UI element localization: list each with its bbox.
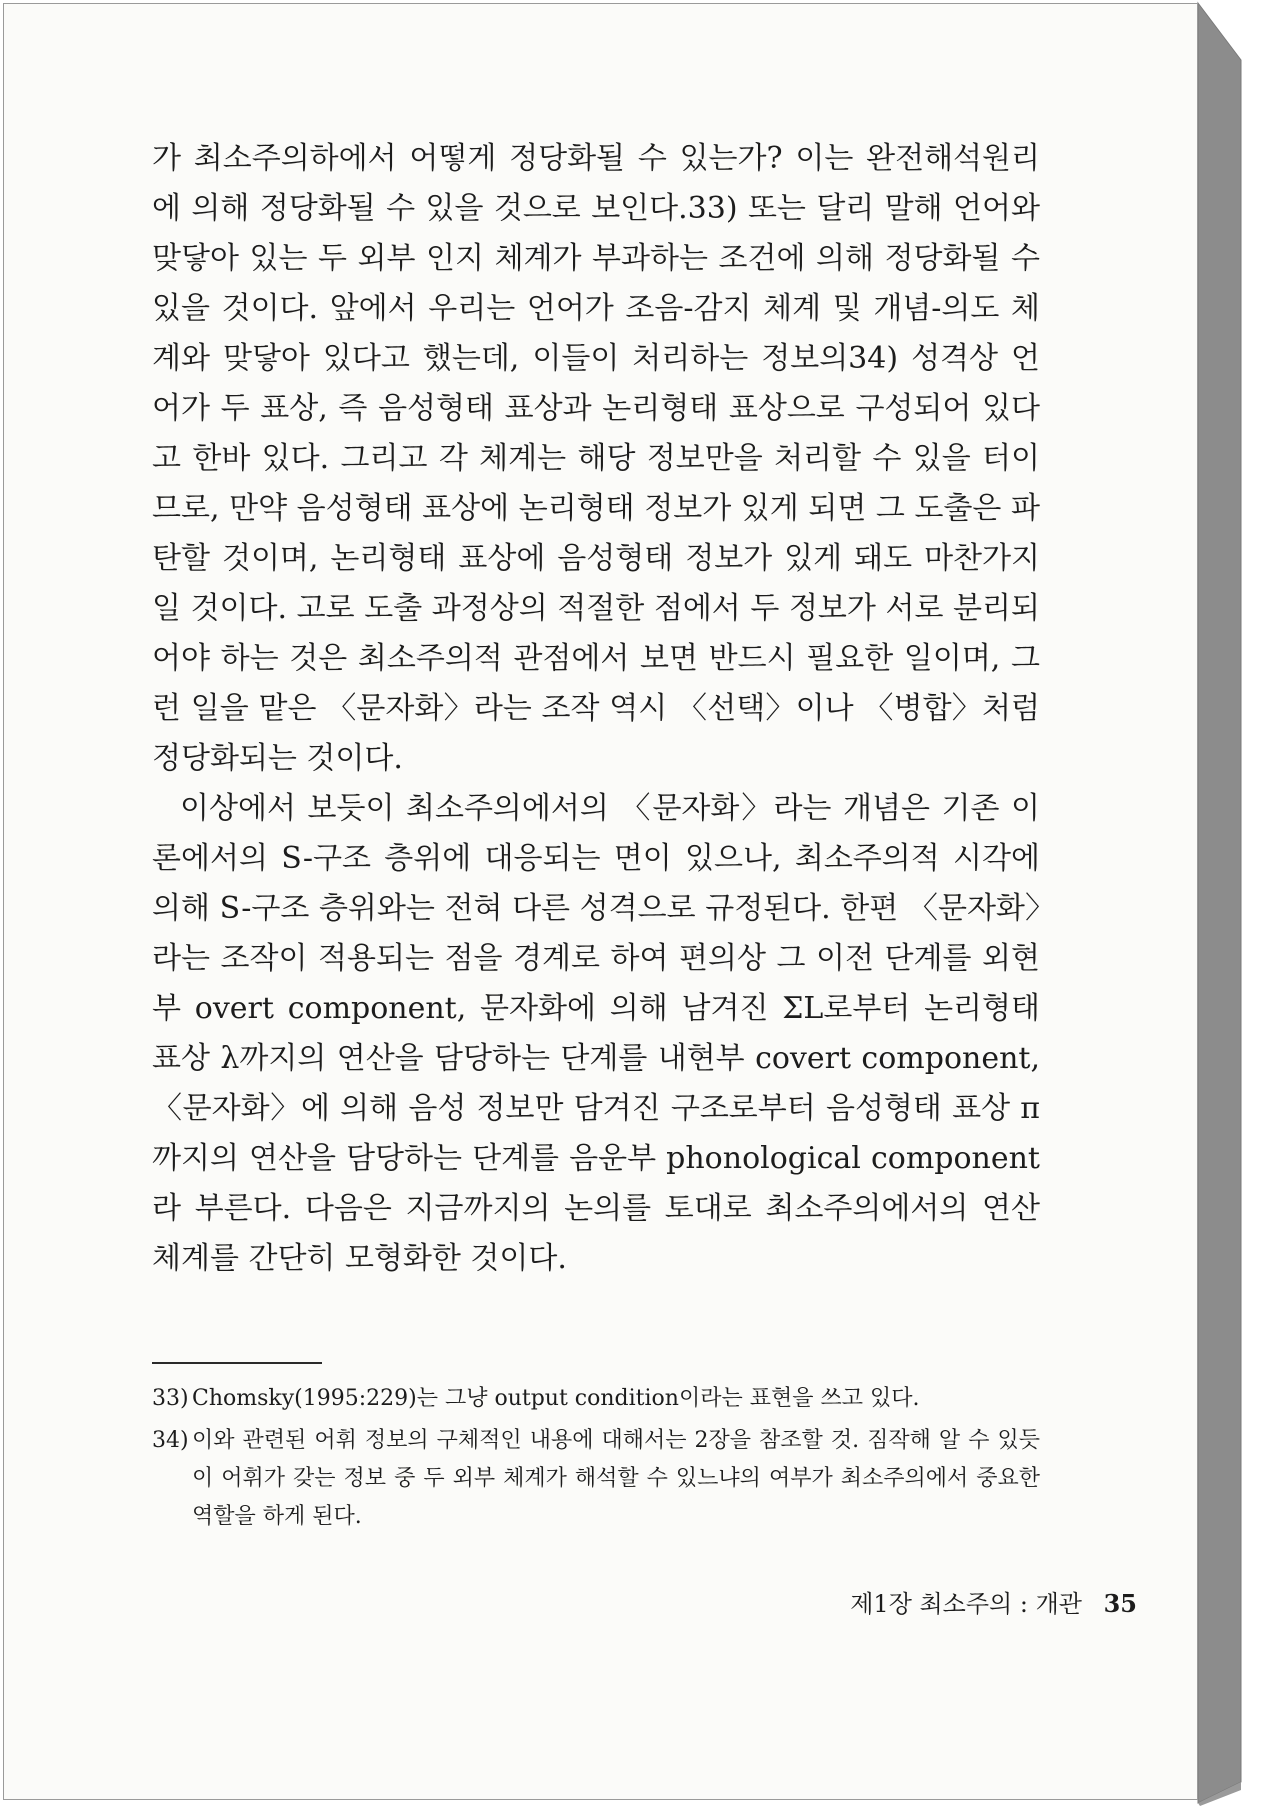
footnote-number: 34) xyxy=(152,1428,189,1453)
footnote-text: 이와 관련된 어휘 정보의 구체적인 내용에 대해서는 2장을 참조할 것. 짐작해 알 수 있듯이 어휘가 갖는 정보 중 두 외부 체계가 해석할 수 있느냐의 여부가 최소주의에서 중요한 역할을 하게 된다. xyxy=(192,1428,1040,1529)
body-paragraph-2: 이상에서 보듯이 최소주의에서의 〈문자화〉라는 개념은 기존 이론에서의 S-구조 층위에 대응되는 면이 있으나, 최소주의적 시각에 의해 S-구조 층위와는 전혀 다른 성격으로 규정된다. 한편 〈문자화〉라는 조작이 적용되는 점을 경계로 하여 편의상 그 이전 단계를 외현부 overt component, 문자화에 의해 남겨진 ΣL로부터 논리형태 표상 λ까지의 연산을 담당하는 단계를 내현부 covert component, 〈문자화〉에 의해 음성 정보만 담겨진 구조로부터 음성형태 표상 π까지의 연산을 담당하는 단계를 음운부 phonological component라 부른다. 다음은 지금까지의 논의를 토대로 최소주의에서의 연산 체계를 간단히 모형화한 것이다. xyxy=(152,791,1040,1276)
footnote-separator xyxy=(152,1362,322,1364)
footnote-text: Chomsky(1995:229)는 그냥 output condition이라는 표현을 쓰고 있다. xyxy=(192,1386,920,1411)
running-title: 제1장 최소주의 : 개관 xyxy=(850,1590,1082,1618)
page-number: 35 xyxy=(1103,1589,1137,1618)
footnote-number: 33) xyxy=(152,1386,189,1411)
running-footer xyxy=(850,1584,1137,1619)
footnote-33 xyxy=(152,1380,1040,1418)
footnotes xyxy=(152,1380,1040,1540)
footnote-34 xyxy=(152,1422,1040,1536)
page-body xyxy=(152,134,1040,1284)
body-paragraph-1: 가 최소주의하에서 어떻게 정당화될 수 있는가? 이는 완전해석원리에 의해 정당화될 수 있을 것으로 보인다.33) 또는 달리 말해 언어와 맞닿아 있는 두 외부 인지 체계가 부과하는 조건에 의해 정당화될 수 있을 것이다. 앞에서 우리는 언어가 조음-감지 체계 및 개념-의도 체계와 맞닿아 있다고 했는데, 이들이 처리하는 정보의34) 성격상 언어가 두 표상, 즉 음성형태 표상과 논리형태 표상으로 구성되어 있다고 한바 있다. 그리고 각 체계는 해당 정보만을 처리할 수 있을 터이므로, 만약 음성형태 표상에 논리형태 정보가 있게 되면 그 도출은 파탄할 것이며, 논리형태 표상에 음성형태 정보가 있게 돼도 마찬가지일 것이다. 고로 도출 과정상의 적절한 점에서 두 정보가 서로 분리되어야 하는 것은 최소주의적 관점에서 보면 반드시 필요한 일이며, 그런 일을 맡은 〈문자화〉라는 조작 역시 〈선택〉이나 〈병합〉처럼 정당화되는 것이다. xyxy=(152,141,1040,776)
